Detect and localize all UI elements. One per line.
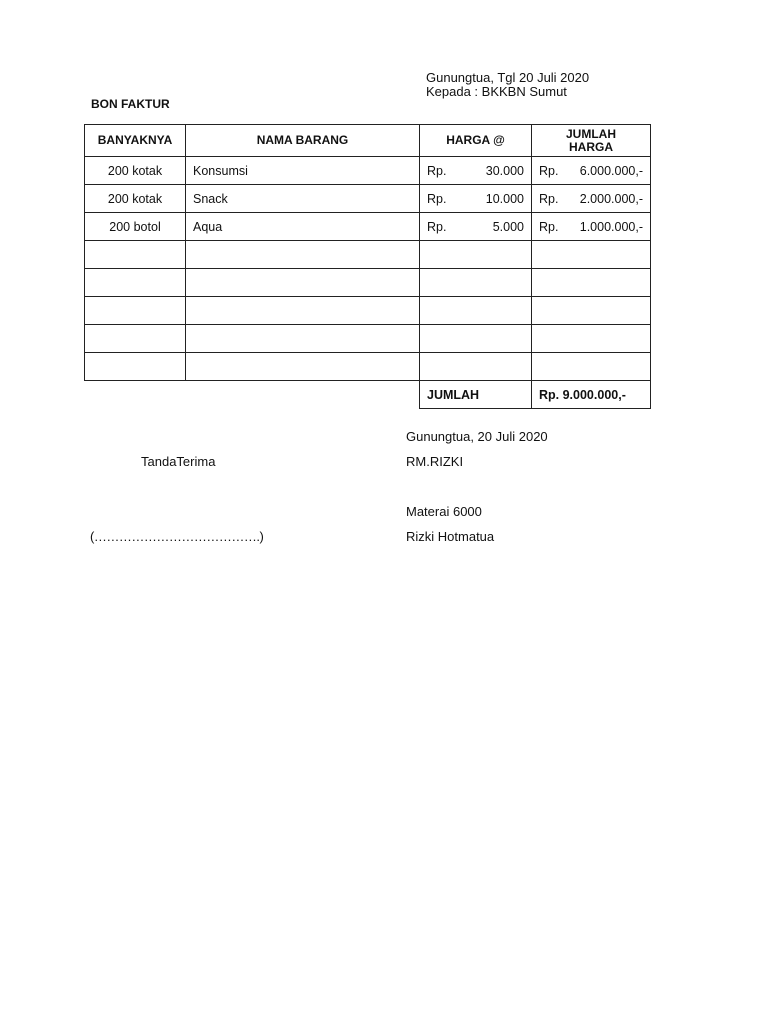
unit-price-amount: 10.000 (485, 191, 524, 206)
total-price-cell (532, 213, 651, 241)
place-date-line: Gunungtua, Tgl 20 Juli 2020 (426, 70, 590, 85)
currency-label: Rp. (427, 163, 447, 178)
table-header-row (85, 125, 651, 157)
receiver-label: TandaTerima (141, 454, 216, 469)
signer-name: Rizki Hotmatua (406, 529, 495, 544)
unit-price-cell (420, 185, 532, 213)
receiver-signature-line: (………………………………….) (90, 529, 264, 544)
empty-table-row (85, 241, 651, 269)
currency-label: Rp. (427, 191, 447, 206)
column-header-item-name: NAMA BARANG (186, 125, 420, 157)
signature-place-date: Gunungtua, 20 Juli 2020 (406, 429, 548, 444)
column-header-total-price-label: JUMLAH HARGA (566, 126, 616, 154)
total-price-amount: 2.000.000,- (579, 191, 643, 206)
quantity-cell: 200 kotak (85, 157, 186, 185)
grand-total-value: Rp. 9.000.000,- (532, 381, 651, 409)
currency-label: Rp. (539, 163, 559, 178)
column-header-quantity: BANYAKNYA (85, 125, 186, 157)
total-row (85, 381, 651, 409)
unit-price-cell (420, 157, 532, 185)
company-name: RM.RIZKI (406, 454, 464, 469)
table-row (85, 185, 651, 213)
unit-price-amount: 30.000 (485, 163, 524, 178)
table-row (85, 213, 651, 241)
item-name-cell: Snack (186, 185, 420, 213)
document-title: BON FAKTUR (91, 97, 170, 111)
currency-label: Rp. (539, 219, 559, 234)
stamp-note: Materai 6000 (406, 504, 482, 519)
currency-label: Rp. (539, 191, 559, 206)
invoice-header (426, 71, 589, 99)
recipient-line: Kepada : BKKBN Sumut (426, 84, 567, 99)
total-price-amount: 6.000.000,- (579, 163, 643, 178)
currency-label: Rp. (427, 219, 447, 234)
column-header-total-price (532, 125, 651, 157)
invoice-table (84, 124, 651, 409)
column-header-unit-price: HARGA @ (420, 125, 532, 157)
quantity-cell: 200 botol (85, 213, 186, 241)
empty-table-row (85, 353, 651, 381)
total-price-cell (532, 185, 651, 213)
total-label: JUMLAH (420, 381, 532, 409)
empty-table-row (85, 269, 651, 297)
table-row (85, 157, 651, 185)
total-price-cell (532, 157, 651, 185)
unit-price-amount: 5.000 (492, 219, 524, 234)
empty-table-row (85, 325, 651, 353)
item-name-cell: Konsumsi (186, 157, 420, 185)
unit-price-cell (420, 213, 532, 241)
quantity-cell: 200 kotak (85, 185, 186, 213)
item-name-cell: Aqua (186, 213, 420, 241)
empty-table-row (85, 297, 651, 325)
total-price-amount: 1.000.000,- (579, 219, 643, 234)
